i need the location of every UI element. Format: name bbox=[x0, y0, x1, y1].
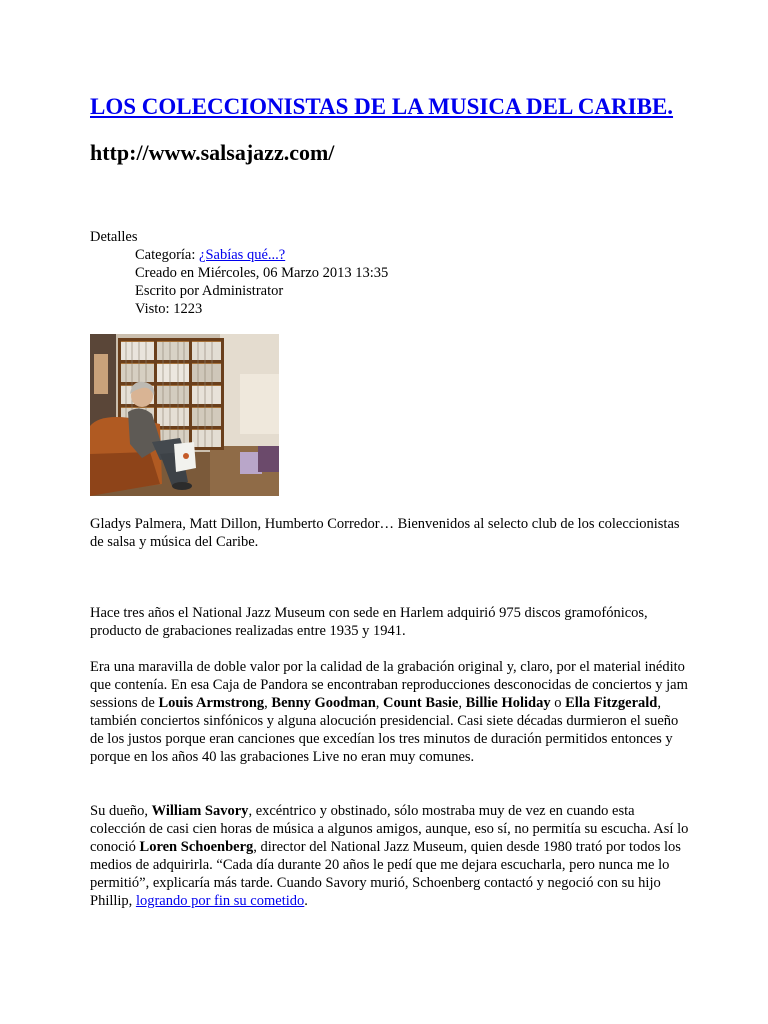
cometido-link[interactable]: logrando por fin su cometido bbox=[135, 893, 305, 909]
text-span: , bbox=[264, 695, 272, 711]
category-link[interactable]: ¿Sabías qué...? bbox=[199, 247, 286, 263]
intro-paragraph: Gladys Palmera, Matt Dillon, Humberto Corredor… Bienvenidos al selecto club de los coleccionistas de salsa y música del Caribe. bbox=[90, 516, 680, 550]
views-count: Visto: 1223 bbox=[135, 301, 203, 317]
author-line: Escrito por Administrator bbox=[135, 283, 284, 299]
person-name: William Savory bbox=[151, 803, 249, 819]
paragraph-museum: Hace tres años el National Jazz Museum con sede en Harlem adquirió 975 discos gramofónicos, producto de grabaciones realizadas entre 1935 y 1941. bbox=[90, 605, 648, 639]
article-photo bbox=[90, 334, 279, 496]
text-span: Su dueño, bbox=[90, 803, 152, 819]
text-span: , bbox=[375, 695, 384, 711]
details-heading: Detalles bbox=[90, 229, 138, 245]
text-span: , bbox=[458, 695, 466, 711]
text-span: . bbox=[304, 893, 308, 909]
details-block bbox=[90, 228, 388, 318]
text-span: , excéntrico y obstinado, sólo mostraba muy de vez en cuando esta colección de casi cien horas de música a algunos amigos, aunque, eso sí, no permitía su escucha. Así lo conoció bbox=[90, 803, 689, 855]
text-span: Era una maravilla de doble valor por la calidad de la grabación original y, claro, por el material inédito que contenía. En esa Caja de Pandora se encontraban reproducciones desconocidas de conciertos y jam sessions de bbox=[90, 659, 688, 711]
article-title-link[interactable]: LOS COLECCIONISTAS DE LA MUSICA DEL CARIBE. bbox=[90, 94, 674, 119]
text-span: , director del National Jazz Museum, quien desde 1980 trató por todos los medios de adquirirla. “Cada día durante 20 años le pedí que me dejara escucharla, pero nunca me lo permitió”, explicaría más tarde. Cuando Savory murió, Schoenberg contactó y negoció con su hijo Phillip, bbox=[90, 839, 681, 909]
collector-photo-image bbox=[90, 334, 279, 496]
category-line bbox=[90, 246, 388, 264]
artist-name: Count Basie bbox=[383, 695, 459, 711]
category-label: Categoría: bbox=[135, 247, 200, 263]
artist-name: Benny Goodman bbox=[271, 695, 376, 711]
artist-name: Louis Armstrong bbox=[158, 695, 265, 711]
paragraph-recordings bbox=[90, 658, 690, 766]
text-span: o bbox=[550, 695, 566, 711]
text-span: , también conciertos sinfónicos y alguna alocución presidencial. Casi siete décadas durmieron el sueño de los justos porque eran canciones que excedían los tres minutos de duración permitidos entonces y porque en los años 40 las grabaciones Live no eran muy comunes. bbox=[90, 695, 679, 765]
article-title bbox=[90, 93, 673, 121]
paragraph-savory bbox=[90, 802, 690, 910]
created-date: Creado en Miércoles, 06 Marzo 2013 13:35 bbox=[135, 265, 389, 281]
artist-name: Ella Fitzgerald bbox=[565, 695, 658, 711]
artist-name: Billie Holiday bbox=[465, 695, 551, 711]
site-url: http://www.salsajazz.com/ bbox=[90, 140, 335, 165]
person-name: Loren Schoenberg bbox=[139, 839, 254, 855]
